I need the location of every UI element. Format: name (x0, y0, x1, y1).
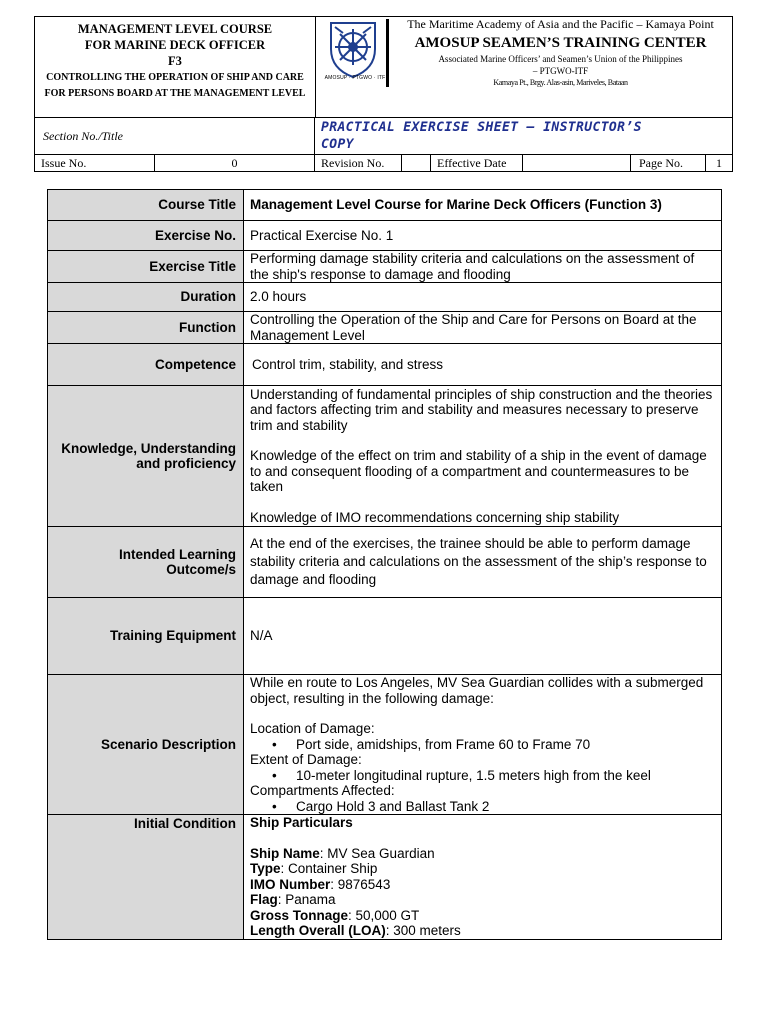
ship-name-line: Ship Name: MV Sea Guardian (250, 845, 435, 861)
label-initial-condition: Initial Condition (48, 815, 244, 940)
row-exercise-no (48, 221, 722, 251)
row-exercise-title (48, 251, 722, 283)
label-scenario: Scenario Description (48, 675, 244, 815)
value-competence: Control trim, stability, and stress (244, 344, 722, 386)
association-line-1: Associated Marine Officers’ and Seamen’s Union of the Philippines (438, 54, 683, 64)
location-item: • Port side, amidships, from Frame 60 to Frame 70 (250, 737, 715, 753)
loa-line: Length Overall (LOA): 300 meters (250, 923, 461, 938)
sheet-title-line-2: COPY (321, 137, 354, 152)
label-function: Function (48, 312, 244, 344)
compartments-item: • Cargo Hold 3 and Ballast Tank 2 (250, 799, 715, 815)
course-sub-2: FOR PERSONS BOARD AT THE MANAGEMENT LEVEL (44, 88, 306, 99)
gross-tonnage-line: Gross Tonnage: 50,000 GT (250, 907, 420, 923)
course-line-1: MANAGEMENT LEVEL COURSE (77, 22, 273, 36)
exercise-details-table (47, 189, 722, 940)
sheet-title (321, 119, 721, 153)
label-competence: Competence (48, 344, 244, 386)
location-label: Location of Damage: (250, 721, 375, 736)
page-value: 1 (716, 156, 722, 170)
row-course-title (48, 190, 722, 221)
issue-label: Issue No. (35, 155, 155, 172)
logo-divider (386, 19, 389, 87)
knowledge-item-1: Understanding of fundamental principles of ship construction and the theories and factors affecting trim and stability and measures necessary to preserve trim and stability (250, 386, 713, 433)
course-subtitle-block (35, 70, 315, 102)
value-course-title: Management Level Course for Marine Deck Officers (Function 3) (244, 190, 722, 221)
label-exercise-no: Exercise No. (48, 221, 244, 251)
document-header (34, 16, 733, 172)
label-course-title: Course Title (48, 190, 244, 221)
revision-label: Revision No. (315, 155, 402, 172)
effective-date-label: Effective Date (431, 155, 523, 172)
value-learning-outcome: At the end of the exercises, the trainee should be able to perform damage stability criteria and calculations on the assessment of the ship’s response to damage and flooding (244, 527, 722, 598)
association-line-2: – PTGWO-ITF (532, 66, 589, 76)
organization-text (393, 17, 728, 89)
label-exercise-title: Exercise Title (48, 251, 244, 283)
flag-line: Flag: Panama (250, 892, 336, 907)
value-exercise-title: Performing damage stability criteria and calculations on the assessment of the ship's response to damage and flooding (244, 251, 722, 283)
row-function (48, 312, 722, 344)
value-function: Controlling the Operation of the Ship and Care for Persons on Board at the Management Level (244, 312, 722, 344)
effective-date-value (523, 155, 631, 172)
label-knowledge: Knowledge, Understanding and proficiency (48, 386, 244, 527)
value-initial-condition (244, 815, 722, 940)
row-scenario (48, 675, 722, 815)
row-competence (48, 344, 722, 386)
organization-block (315, 17, 732, 117)
value-exercise-no: Practical Exercise No. 1 (244, 221, 722, 251)
knowledge-item-2: Knowledge of the effect on trim and stability of a ship in the event of damage to and consequent flooding of a compartment and countermeasures to be taken (250, 448, 707, 495)
issue-row (35, 154, 732, 172)
course-title-block (35, 21, 315, 69)
course-sub-1: CONTROLLING THE OPERATION OF SHIP AND CARE (46, 72, 304, 83)
value-duration: 2.0 hours (244, 283, 722, 312)
course-line-2: FOR MARINE DECK OFFICER (84, 38, 266, 52)
section-title-label: Section No./Title (35, 118, 315, 155)
sheet-title-line-1: PRACTICAL EXERCISE SHEET – INSTRUCTOR’S (321, 120, 642, 135)
label-learning-outcome: Intended Learning Outcome/s (48, 527, 244, 598)
section-row (35, 117, 732, 155)
imo-number-line: IMO Number: 9876543 (250, 876, 391, 892)
ship-type-line: Type: Container Ship (250, 861, 378, 876)
row-duration (48, 283, 722, 312)
value-training-equipment: N/A (244, 598, 722, 675)
extent-label: Extent of Damage: (250, 752, 362, 767)
extent-item: • 10-meter longitudinal rupture, 1.5 meters high from the keel (250, 768, 715, 784)
amosup-logo-icon (325, 19, 381, 81)
label-training-equipment: Training Equipment (48, 598, 244, 675)
knowledge-item-3: Knowledge of IMO recommendations concerning ship stability (250, 509, 620, 525)
value-knowledge (244, 386, 722, 527)
compartments-label: Compartments Affected: (250, 783, 395, 798)
row-training-equipment (48, 598, 722, 675)
logo-caption: AMOSUP · PTGWO · ITF (324, 75, 386, 81)
value-scenario (244, 675, 722, 815)
academy-name: The Maritime Academy of Asia and the Pacific – Kamaya Point (407, 17, 714, 31)
issue-value: 0 (155, 155, 315, 172)
page-label: Page No. (631, 155, 706, 172)
address: Kamaya Pt., Brgy. Alas-asin, Mariveles, Bataan (493, 78, 628, 87)
label-duration: Duration (48, 283, 244, 312)
course-block (35, 17, 316, 117)
revision-value (402, 155, 431, 172)
training-center-name: AMOSUP SEAMEN’S TRAINING CENTER (414, 35, 707, 51)
scenario-intro: While en route to Los Angeles, MV Sea Guardian collides with a submerged object, resulting in the following damage: (250, 675, 704, 706)
row-learning-outcome (48, 527, 722, 598)
ship-particulars-heading: Ship Particulars (250, 815, 353, 830)
course-line-3: F3 (168, 54, 182, 68)
row-initial-condition (48, 815, 722, 940)
row-knowledge (48, 386, 722, 527)
